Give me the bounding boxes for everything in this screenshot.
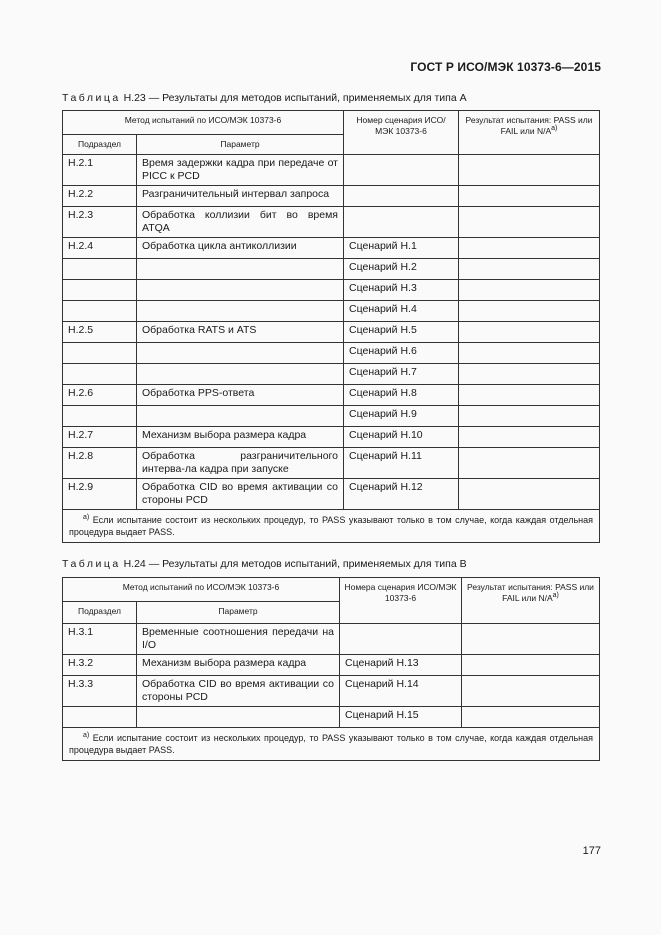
subsection-cell: Н.2.8: [63, 448, 137, 479]
scenario-cell: [344, 186, 459, 207]
subsection-cell: [63, 406, 137, 427]
table2-header-param: Параметр: [137, 602, 340, 624]
scenario-cell: Сценарий Н.12: [344, 479, 459, 510]
table1-footnote-text: Если испытание состоит из нескольких процедур, то PASS указывают только в том случае, когда каждая отдельная процедура выдает PASS.: [69, 515, 593, 537]
table1-footnote: [63, 510, 600, 543]
parameter-cell: Обработка PPS-ответа: [137, 385, 344, 406]
table2-footnote: [63, 728, 600, 761]
subsection-cell: Н.2.9: [63, 479, 137, 510]
parameter-cell: [137, 301, 344, 322]
table-row: [63, 280, 600, 301]
result-cell: [459, 406, 600, 427]
table-row: [63, 155, 600, 186]
scenario-cell: [340, 624, 462, 655]
table2-footnote-sup: а): [83, 732, 90, 739]
scenario-cell: Сценарий Н.14: [340, 676, 462, 707]
result-cell: [462, 655, 600, 676]
subsection-cell: Н.2.1: [63, 155, 137, 186]
parameter-cell: Обработка RATS и ATS: [137, 322, 344, 343]
table-row: [63, 624, 600, 655]
subsection-cell: [63, 259, 137, 280]
parameter-cell: Обработка разграничительного интерва-ла кадра при запуске: [137, 448, 344, 479]
table2-header-method: Метод испытаний по ИСО/МЭК 10373-6: [63, 578, 340, 602]
subsection-cell: [63, 301, 137, 322]
table1-caption-label: Таблица: [62, 92, 121, 104]
table1-header-result-text: Результат испытания: PASS или FAIL или N/A: [465, 115, 593, 136]
table1-footnote-sup: а): [83, 514, 90, 521]
table2-header-result-sup: а): [552, 592, 559, 600]
table2-caption-title: — Результаты для методов испытаний, применяемых для типа В: [148, 558, 467, 570]
result-cell: [459, 322, 600, 343]
result-cell: [462, 676, 600, 707]
table-row: [63, 322, 600, 343]
table2-caption-number: Н.24: [123, 558, 146, 570]
result-cell: [459, 186, 600, 207]
table2-body: [63, 624, 600, 728]
scenario-cell: [344, 207, 459, 238]
parameter-cell: Обработка цикла антиколлизии: [137, 238, 344, 259]
parameter-cell: [137, 406, 344, 427]
table-row: [63, 707, 600, 728]
subsection-cell: Н.3.2: [63, 655, 137, 676]
result-cell: [462, 707, 600, 728]
subsection-cell: Н.2.5: [63, 322, 137, 343]
table2-header-result: [462, 578, 600, 624]
parameter-cell: [137, 364, 344, 385]
table-row: [63, 343, 600, 364]
parameter-cell: Механизм выбора размера кадра: [137, 655, 340, 676]
table-row: [63, 448, 600, 479]
scenario-cell: Сценарий Н.13: [340, 655, 462, 676]
table1-header-scenario: Номер сценария ИСО/МЭК 10373-6: [344, 111, 459, 155]
scenario-cell: Сценарий Н.15: [340, 707, 462, 728]
subsection-cell: Н.2.4: [63, 238, 137, 259]
subsection-cell: Н.3.1: [63, 624, 137, 655]
result-cell: [459, 364, 600, 385]
document-header: ГОСТ Р ИСО/МЭК 10373-6—2015: [410, 60, 601, 74]
scenario-cell: Сценарий Н.8: [344, 385, 459, 406]
table1-caption: [62, 92, 467, 104]
table2-footnote-text: Если испытание состоит из нескольких процедур, то PASS указывают только в том случае, когда каждая отдельная процедура выдает PASS.: [69, 733, 593, 755]
scenario-cell: Сценарий Н.2: [344, 259, 459, 280]
table-row: [63, 385, 600, 406]
scenario-cell: Сценарий Н.5: [344, 322, 459, 343]
table1-caption-number: Н.23: [123, 92, 146, 104]
subsection-cell: Н.2.6: [63, 385, 137, 406]
table1-header-subsection: Подраздел: [63, 135, 137, 155]
scenario-cell: [344, 155, 459, 186]
scenario-cell: Сценарий Н.1: [344, 238, 459, 259]
table2-header-scenario: Номера сценария ИСО/МЭК 10373-6: [340, 578, 462, 624]
parameter-cell: Временные соотношения передачи на I/O: [137, 624, 340, 655]
scenario-cell: Сценарий Н.4: [344, 301, 459, 322]
result-cell: [459, 259, 600, 280]
result-cell: [462, 624, 600, 655]
table1: [62, 110, 600, 543]
table1-header-param: Параметр: [137, 135, 344, 155]
result-cell: [459, 448, 600, 479]
result-cell: [459, 427, 600, 448]
table-row: [63, 186, 600, 207]
parameter-cell: [137, 343, 344, 364]
result-cell: [459, 343, 600, 364]
subsection-cell: [63, 707, 137, 728]
table2-header-result-text: Результат испытания: PASS или FAIL или N/A: [467, 582, 594, 603]
scenario-cell: Сценарий Н.6: [344, 343, 459, 364]
table-row: [63, 207, 600, 238]
subsection-cell: [63, 343, 137, 364]
table2-caption-label: Таблица: [62, 558, 121, 570]
table-row: [63, 406, 600, 427]
parameter-cell: Время задержки кадра при передаче от PICC к PCD: [137, 155, 344, 186]
table2-caption: [62, 558, 467, 570]
scenario-cell: Сценарий Н.11: [344, 448, 459, 479]
result-cell: [459, 479, 600, 510]
scenario-cell: Сценарий Н.9: [344, 406, 459, 427]
parameter-cell: Обработка CID во время активации со стороны PCD: [137, 676, 340, 707]
subsection-cell: Н.3.3: [63, 676, 137, 707]
parameter-cell: [137, 280, 344, 301]
table-row: [63, 676, 600, 707]
table-row: [63, 655, 600, 676]
table-row: [63, 301, 600, 322]
result-cell: [459, 280, 600, 301]
table-row: [63, 259, 600, 280]
page-number: 177: [582, 845, 601, 857]
parameter-cell: [137, 259, 344, 280]
table1-header-result-sup: а): [551, 125, 558, 133]
parameter-cell: Обработка коллизии бит во время ATQA: [137, 207, 344, 238]
table-row: [63, 427, 600, 448]
parameter-cell: [137, 707, 340, 728]
result-cell: [459, 207, 600, 238]
scenario-cell: Сценарий Н.7: [344, 364, 459, 385]
result-cell: [459, 385, 600, 406]
table-row: [63, 479, 600, 510]
subsection-cell: [63, 280, 137, 301]
parameter-cell: Обработка CID во время активации со стороны PCD: [137, 479, 344, 510]
result-cell: [459, 155, 600, 186]
result-cell: [459, 301, 600, 322]
scenario-cell: Сценарий Н.3: [344, 280, 459, 301]
table2-header-subsection: Подраздел: [63, 602, 137, 624]
table1-header-method: Метод испытаний по ИСО/МЭК 10373-6: [63, 111, 344, 135]
scenario-cell: Сценарий Н.10: [344, 427, 459, 448]
table1-header-result: [459, 111, 600, 155]
table-row: [63, 364, 600, 385]
subsection-cell: [63, 364, 137, 385]
subsection-cell: Н.2.7: [63, 427, 137, 448]
table2: [62, 577, 600, 761]
parameter-cell: Механизм выбора размера кадра: [137, 427, 344, 448]
table1-caption-title: — Результаты для методов испытаний, применяемых для типа А: [148, 92, 467, 104]
result-cell: [459, 238, 600, 259]
table1-body: [63, 155, 600, 510]
table-row: [63, 238, 600, 259]
parameter-cell: Разграничительный интервал запроса: [137, 186, 344, 207]
subsection-cell: Н.2.3: [63, 207, 137, 238]
subsection-cell: Н.2.2: [63, 186, 137, 207]
